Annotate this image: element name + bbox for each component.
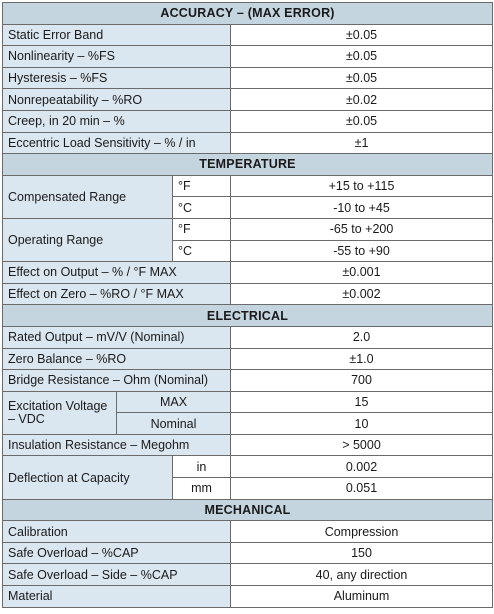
table-row — [3, 218, 493, 240]
bridge-resistance-value: 700 — [231, 370, 493, 392]
table-row — [3, 110, 493, 132]
nonrepeatability-label: Nonrepeatability – %RO — [3, 89, 231, 111]
table-row — [3, 370, 493, 392]
section-electrical-heading: ELECTRICAL — [3, 305, 493, 327]
table-row — [3, 564, 493, 586]
static-error-band-value: ±0.05 — [231, 24, 493, 46]
table-row — [3, 175, 493, 197]
hysteresis-label: Hysteresis – %FS — [3, 67, 231, 89]
nonlinearity-value: ±0.05 — [231, 46, 493, 68]
insulation-resistance-value: > 5000 — [231, 434, 493, 456]
table-row — [3, 326, 493, 348]
deflection-in-unit: in — [173, 456, 231, 478]
table-row — [3, 348, 493, 370]
effect-on-zero-value: ±0.002 — [231, 283, 493, 305]
hysteresis-value: ±0.05 — [231, 67, 493, 89]
section-accuracy-heading: ACCURACY – (MAX ERROR) — [3, 3, 493, 25]
operating-range-f-unit: °F — [173, 218, 231, 240]
calibration-value: Compression — [231, 521, 493, 543]
section-header-row — [3, 305, 493, 327]
effect-on-output-label: Effect on Output – % / °F MAX — [3, 262, 231, 284]
material-label: Material — [3, 586, 231, 608]
table-row — [3, 542, 493, 564]
creep-value: ±0.05 — [231, 110, 493, 132]
insulation-resistance-label: Insulation Resistance – Megohm — [3, 434, 231, 456]
rated-output-label: Rated Output – mV/V (Nominal) — [3, 326, 231, 348]
excitation-voltage-label: Excitation Voltage – VDC — [3, 391, 117, 434]
nonlinearity-label: Nonlinearity – %FS — [3, 46, 231, 68]
deflection-mm-value: 0.051 — [231, 478, 493, 500]
zero-balance-label: Zero Balance – %RO — [3, 348, 231, 370]
compensated-range-label: Compensated Range — [3, 175, 173, 218]
effect-on-output-value: ±0.001 — [231, 262, 493, 284]
eccentric-load-value: ±1 — [231, 132, 493, 154]
calibration-label: Calibration — [3, 521, 231, 543]
section-header-row — [3, 499, 493, 521]
compensated-range-f-value: +15 to +115 — [231, 175, 493, 197]
excitation-nominal-value: 10 — [231, 413, 493, 435]
safe-overload-value: 150 — [231, 542, 493, 564]
operating-range-f-value: -65 to +200 — [231, 218, 493, 240]
eccentric-load-label: Eccentric Load Sensitivity – % / in — [3, 132, 231, 154]
table-row — [3, 521, 493, 543]
table-row — [3, 262, 493, 284]
table-row — [3, 89, 493, 111]
section-header-row — [3, 3, 493, 25]
rated-output-value: 2.0 — [231, 326, 493, 348]
excitation-max-label: MAX — [117, 391, 231, 413]
deflection-mm-unit: mm — [173, 478, 231, 500]
zero-balance-value: ±1.0 — [231, 348, 493, 370]
compensated-range-c-unit: °C — [173, 197, 231, 219]
section-mechanical-heading: MECHANICAL — [3, 499, 493, 521]
bridge-resistance-label: Bridge Resistance – Ohm (Nominal) — [3, 370, 231, 392]
effect-on-zero-label: Effect on Zero – %RO / °F MAX — [3, 283, 231, 305]
excitation-max-value: 15 — [231, 391, 493, 413]
section-temperature-heading: TEMPERATURE — [3, 154, 493, 176]
excitation-nominal-label: Nominal — [117, 413, 231, 435]
table-row — [3, 24, 493, 46]
material-value: Aluminum — [231, 586, 493, 608]
compensated-range-c-value: -10 to +45 — [231, 197, 493, 219]
table-row — [3, 434, 493, 456]
compensated-range-f-unit: °F — [173, 175, 231, 197]
operating-range-c-unit: °C — [173, 240, 231, 262]
table-row — [3, 132, 493, 154]
table-row — [3, 586, 493, 608]
section-header-row — [3, 154, 493, 176]
specifications-table — [2, 2, 493, 608]
creep-label: Creep, in 20 min – % — [3, 110, 231, 132]
static-error-band-label: Static Error Band — [3, 24, 231, 46]
table-row — [3, 67, 493, 89]
table-row — [3, 283, 493, 305]
safe-overload-side-value: 40, any direction — [231, 564, 493, 586]
table-row — [3, 456, 493, 478]
operating-range-c-value: -55 to +90 — [231, 240, 493, 262]
table-row — [3, 46, 493, 68]
table-row — [3, 391, 493, 413]
deflection-label: Deflection at Capacity — [3, 456, 173, 499]
deflection-in-value: 0.002 — [231, 456, 493, 478]
operating-range-label: Operating Range — [3, 218, 173, 261]
safe-overload-side-label: Safe Overload – Side – %CAP — [3, 564, 231, 586]
safe-overload-label: Safe Overload – %CAP — [3, 542, 231, 564]
nonrepeatability-value: ±0.02 — [231, 89, 493, 111]
